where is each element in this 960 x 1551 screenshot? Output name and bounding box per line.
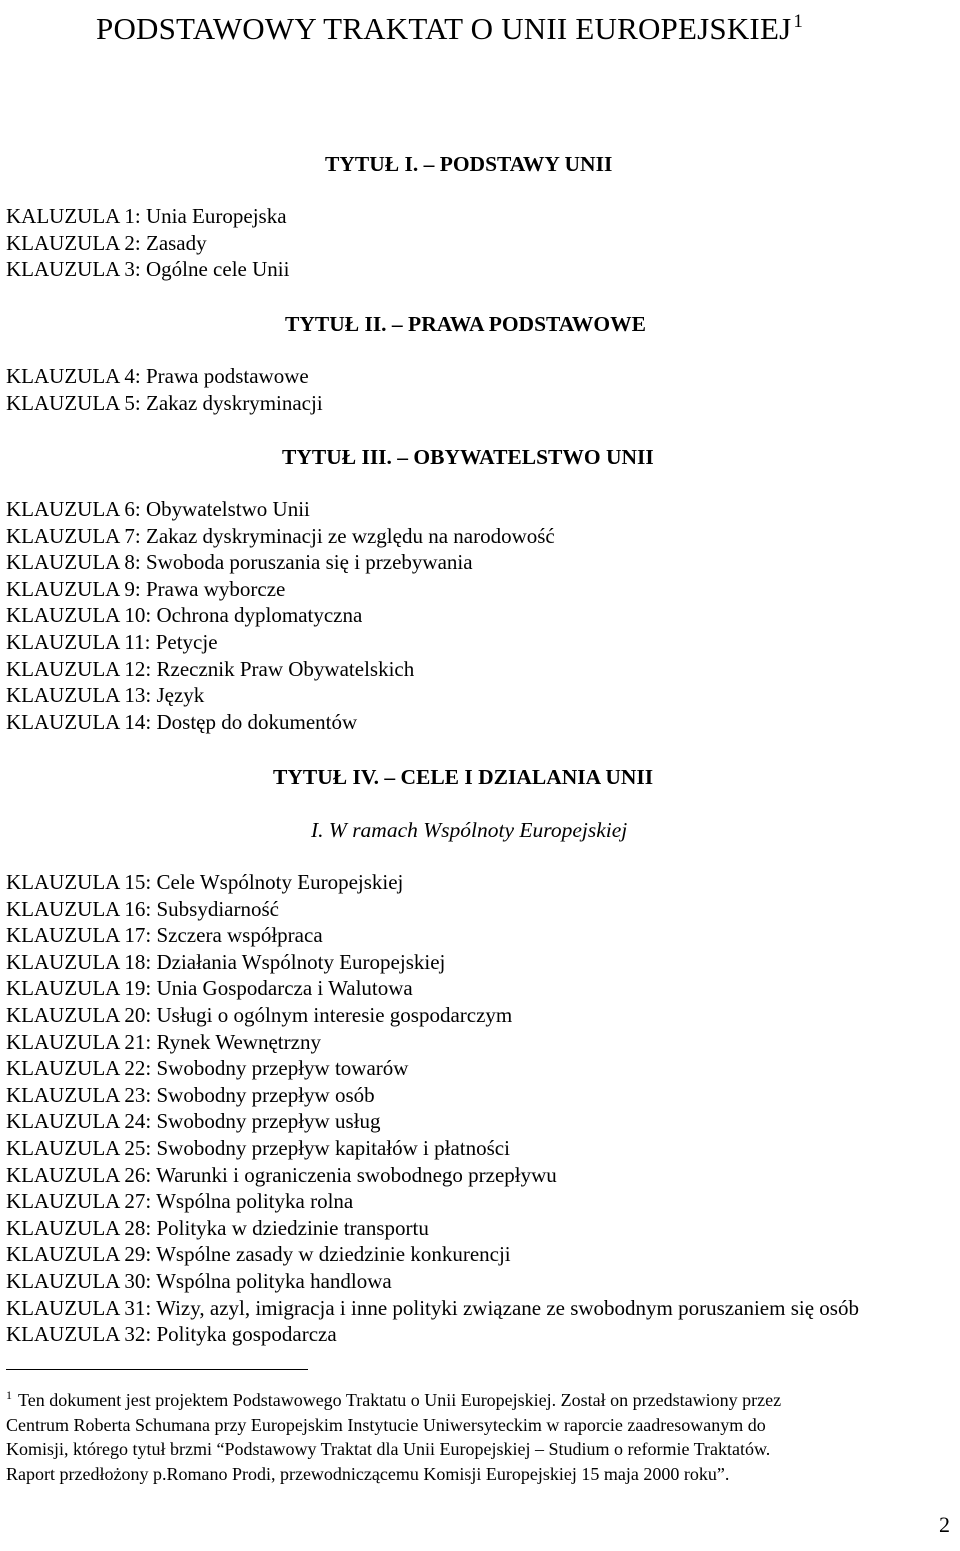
clause-item: KLAUZULA 22: Swobodny przepływ towarów — [6, 1056, 409, 1081]
clause-item: KLAUZULA 7: Zakaz dyskryminacji ze względu na narodowość — [6, 523, 555, 548]
title-4-subheading: I. W ramach Wspólnoty Europejskiej — [311, 818, 628, 842]
footnote-line: Komisji, którego tytuł brzmi “Podstawowy Traktat dla Unii Europejskiej – Studium o reformie Traktatów. — [6, 1439, 771, 1459]
clause-item: KLAUZULA 28: Polityka w dziedzinie transportu — [6, 1215, 429, 1240]
clause-item: KLAUZULA 11: Petycje — [6, 629, 218, 654]
clause-item: KLAUZULA 13: Język — [6, 683, 205, 708]
clause-item: KLAUZULA 3: Ogólne cele Unii — [6, 257, 290, 282]
title-2-heading: TYTUŁ II. – PRAWA PODSTAWOWE — [285, 312, 646, 336]
title-1-heading: TYTUŁ I. – PODSTAWY UNII — [325, 152, 613, 176]
clause-item: KLAUZULA 4: Prawa podstawowe — [6, 364, 309, 388]
clause-item: KLAUZULA 10: Ochrona dyplomatyczna — [6, 603, 363, 628]
title-4-heading: TYTUŁ IV. – CELE I DZIALANIA UNII — [273, 765, 654, 789]
clause-item: KLAUZULA 9: Prawa wyborcze — [6, 576, 286, 601]
clause-item: KLAUZULA 18: Działania Wspólnoty Europejskiej — [6, 949, 446, 974]
clause-item: KLAUZULA 25: Swobodny przepływ kapitałów i płatności — [6, 1135, 510, 1160]
clause-item: KLAUZULA 5: Zakaz dyskryminacji — [6, 390, 323, 415]
clause-item: KLAUZULA 23: Swobodny przepływ osób — [6, 1082, 375, 1107]
footnote-line: Raport przedłożony p.Romano Prodi, przewodniczącemu Komisji Europejskiej 15 maja 2000 roku”. — [6, 1463, 730, 1484]
footnote-line: Centrum Roberta Schumana przy Europejskim Instytucie Uniwersyteckim w raporcie zaadresowanym do — [6, 1414, 766, 1435]
clause-item: KLAUZULA 20: Usługi o ogólnym interesie gospodarczym — [6, 1002, 513, 1027]
clause-item: KLAUZULA 16: Subsydiarność — [6, 896, 279, 921]
clause-item: KLAUZULA 17: Szczera współpraca — [6, 923, 323, 948]
clause-item: KLAUZULA 19: Unia Gospodarcza i Walutowa — [6, 976, 413, 1001]
title-4-clause-list — [6, 869, 859, 1348]
clause-item: KLAUZULA 32: Polityka gospodarcza — [6, 1322, 337, 1347]
document-title-text: PODSTAWOWY TRAKTAT O UNII EUROPEJSKIEJ — [96, 11, 792, 46]
footnote-marker: 1 — [6, 1388, 12, 1402]
clause-item: KLAUZULA 24: Swobodny przepływ usług — [6, 1109, 381, 1134]
title-3-heading: TYTUŁ III. – OBYWATELSTWO UNII — [282, 445, 654, 469]
clause-item: KLAUZULA 27: Wspólna polityka rolna — [6, 1189, 354, 1214]
clause-item: KLAUZULA 6: Obywatelstwo Unii — [6, 497, 310, 521]
footnote-divider — [6, 1369, 308, 1370]
clause-item: KLAUZULA 31: Wizy, azyl, imigracja i inne polityki związane ze swobodnym poruszaniem się osób — [6, 1295, 859, 1320]
clause-item: KLAUZULA 30: Wspólna polityka handlowa — [6, 1268, 392, 1293]
clause-item: KLAUZULA 12: Rzecznik Praw Obywatelskich — [6, 656, 415, 681]
page-number: 2 — [939, 1512, 950, 1537]
clause-item: KLAUZULA 15: Cele Wspólnoty Europejskiej — [6, 870, 404, 894]
clause-item: KLAUZULA 29: Wspólne zasady w dziedzinie konkurencji — [6, 1242, 511, 1267]
title-3-clause-list — [6, 496, 555, 735]
clause-item: KLAUZULA 14: Dostęp do dokumentów — [6, 709, 358, 734]
clause-item: KLAUZULA 21: Rynek Wewnętrzny — [6, 1029, 321, 1054]
clause-item: KLAUZULA 2: Zasady — [6, 230, 207, 255]
footnote — [6, 1383, 951, 1486]
footnote-text: Ten dokument jest projektem Podstawowego Traktatu o Unii Europejskiej. Został on przedstawiony przez — [18, 1390, 782, 1410]
title-1-clause-list — [6, 203, 289, 283]
document-title — [96, 2, 803, 49]
clause-item: KLAUZULA 8: Swoboda poruszania się i przebywania — [6, 550, 473, 575]
footnote-line — [6, 1383, 951, 1413]
clause-item: KALUZULA 1: Unia Europejska — [6, 204, 287, 228]
clause-item: KLAUZULA 26: Warunki i ograniczenia swobodnego przepływu — [6, 1162, 557, 1187]
title-2-clause-list — [6, 363, 323, 416]
title-footnote-marker: 1 — [793, 11, 804, 32]
